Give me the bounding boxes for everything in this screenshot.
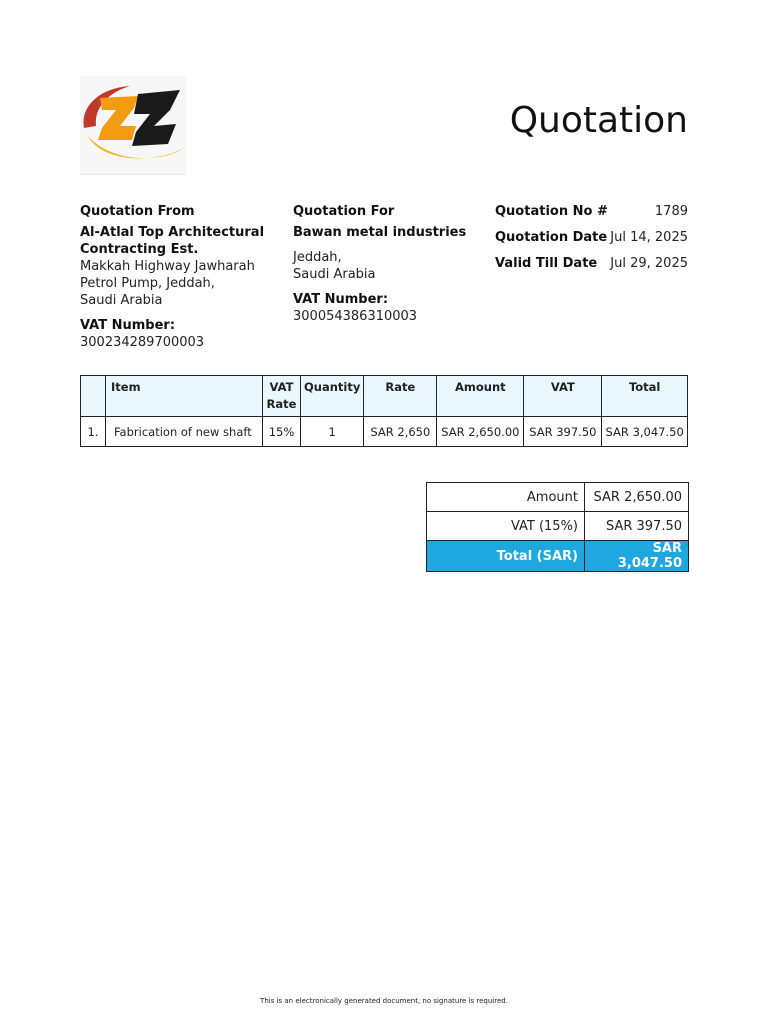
for-vat-label: VAT Number: <box>293 292 389 307</box>
from-address-line: Saudi Arabia <box>80 293 163 308</box>
quotation-date-value: Jul 14, 2025 <box>610 230 688 245</box>
quotation-for-block <box>293 203 473 325</box>
vat-label: VAT (15%) <box>427 512 585 541</box>
col-header-no <box>81 376 106 417</box>
for-label: Quotation For <box>293 204 395 219</box>
totals-table <box>426 482 689 572</box>
table-row <box>81 417 688 447</box>
row-number: 1. <box>81 417 106 447</box>
grand-total-row <box>427 541 689 572</box>
quotation-date-label: Quotation Date <box>495 230 608 245</box>
row-amount: SAR 2,650.00 <box>437 417 524 447</box>
vat-row <box>427 512 689 541</box>
valid-till-value: Jul 29, 2025 <box>610 256 688 271</box>
col-header-quantity: Quantity <box>301 376 364 417</box>
quotation-date-row <box>495 229 688 255</box>
row-vat-rate: 15% <box>263 417 301 447</box>
from-address-line: Makkah Highway Jawharah <box>80 259 255 274</box>
from-vat-label: VAT Number: <box>80 318 176 333</box>
col-header-vat: VAT <box>524 376 602 417</box>
valid-till-label: Valid Till Date <box>495 256 598 271</box>
col-header-vat-rate: VAT Rate <box>263 376 301 417</box>
page-title: Quotation <box>509 100 688 141</box>
col-header-amount: Amount <box>437 376 524 417</box>
row-quantity: 1 <box>301 417 364 447</box>
from-label: Quotation From <box>80 204 195 219</box>
grand-total-label: Total (SAR) <box>427 541 585 572</box>
quotation-meta <box>495 203 688 281</box>
col-header-rate: Rate <box>364 376 437 417</box>
col-header-item: Item <box>106 376 263 417</box>
row-total: SAR 3,047.50 <box>602 417 688 447</box>
vat-value: SAR 397.50 <box>585 512 689 541</box>
quotation-from-block <box>80 203 280 351</box>
for-vat-number: 300054386310003 <box>293 309 418 324</box>
items-table-header <box>81 376 688 417</box>
company-logo <box>80 76 186 175</box>
col-header-total: Total <box>602 376 688 417</box>
amount-label: Amount <box>427 483 585 512</box>
zz-logo-icon <box>80 76 186 174</box>
items-table <box>80 375 688 447</box>
from-company-name: Al-Atlal Top Architectural Contracting Est. <box>80 225 265 257</box>
from-address-line: Petrol Pump, Jeddah, <box>80 276 215 291</box>
row-item: Fabrication of new shaft <box>106 417 263 447</box>
valid-till-row <box>495 255 688 281</box>
row-rate: SAR 2,650 <box>364 417 437 447</box>
for-company-name: Bawan metal industries <box>293 225 467 240</box>
quotation-number-value: 1789 <box>654 204 688 219</box>
amount-value: SAR 2,650.00 <box>585 483 689 512</box>
footer-note: This is an electronically generated document, no signature is required. <box>260 997 508 1005</box>
amount-row <box>427 483 689 512</box>
for-address-line: Saudi Arabia <box>293 267 376 282</box>
quotation-number-label: Quotation No # <box>495 204 608 219</box>
for-address-line: Jeddah, <box>293 250 342 265</box>
row-vat: SAR 397.50 <box>524 417 602 447</box>
grand-total-value: SAR 3,047.50 <box>585 541 689 572</box>
from-vat-number: 300234289700003 <box>80 335 205 350</box>
quotation-number-row <box>495 203 688 229</box>
